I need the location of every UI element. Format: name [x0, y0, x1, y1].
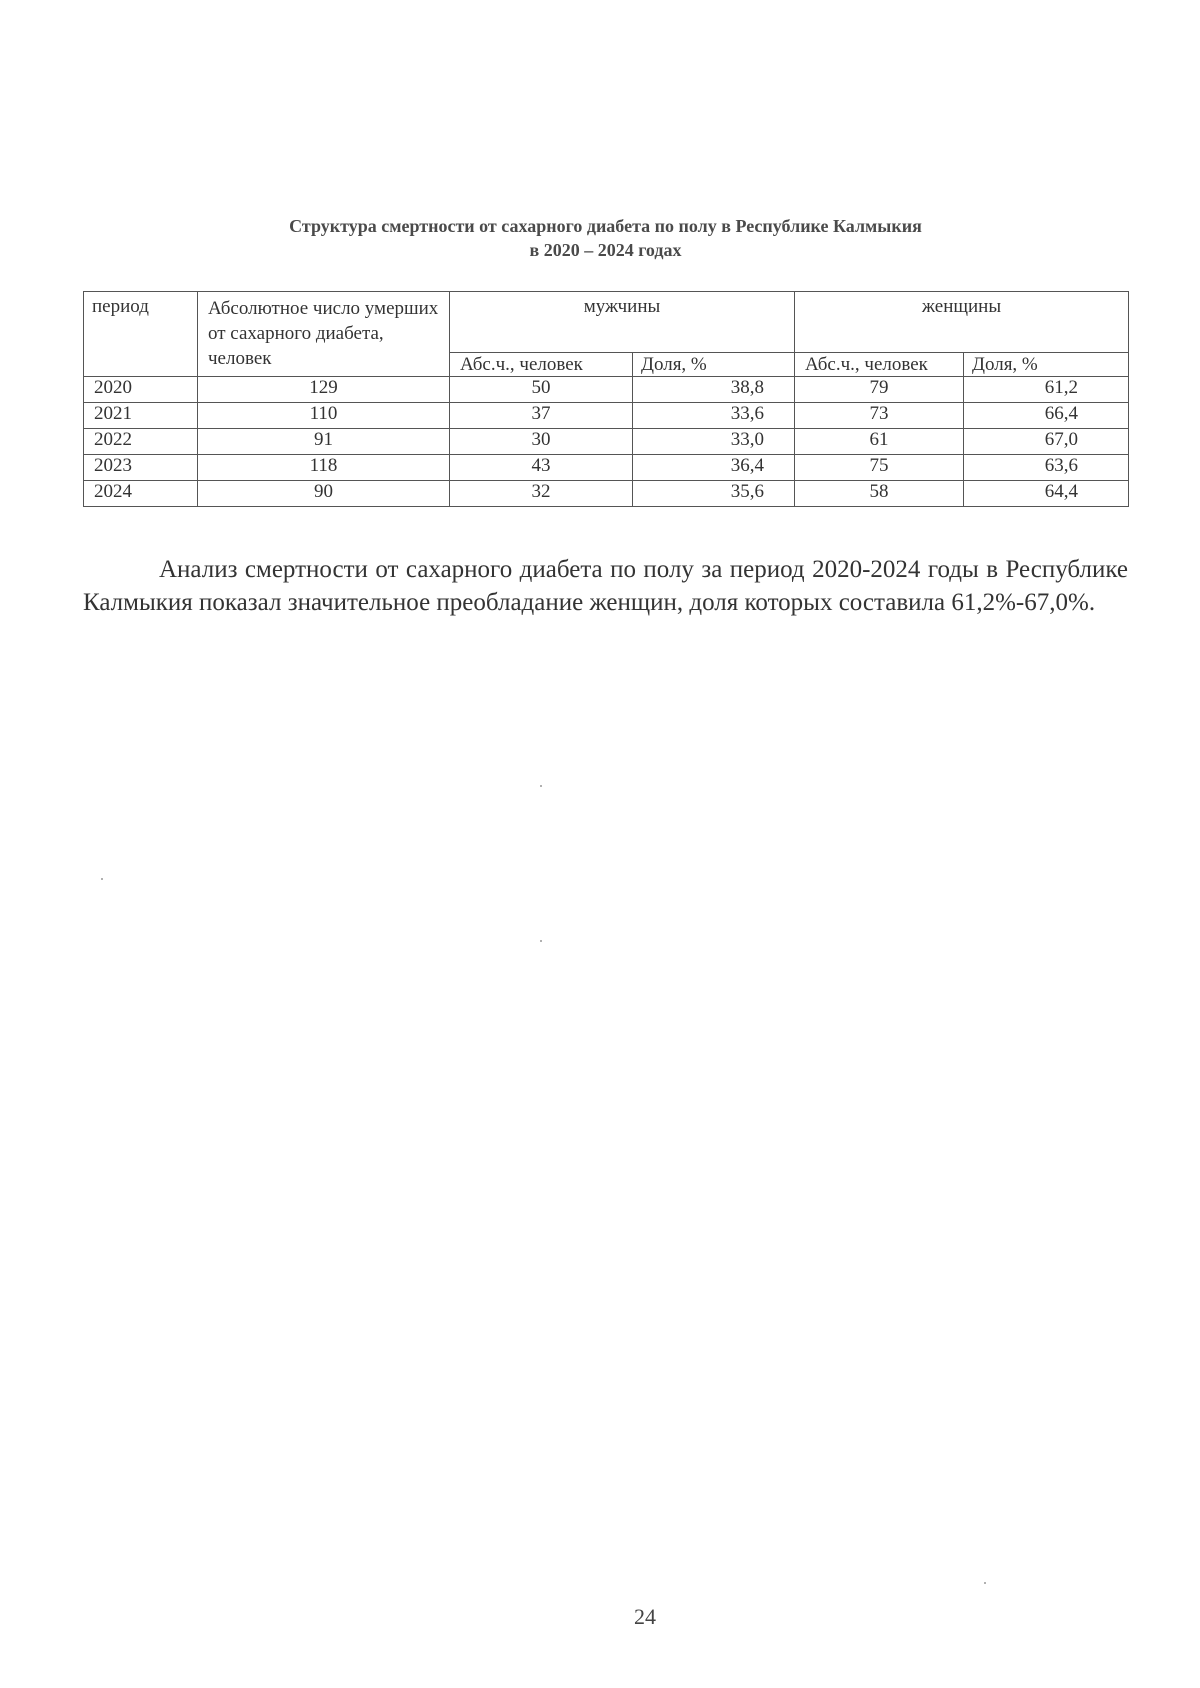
analysis-paragraph: Анализ смертности от сахарного диабета по полу за период 2020-2024 годы в Республике Калмыкия показал значительное преобладание женщин, доля которых составила 61,2%-67,0%.	[83, 556, 1128, 616]
cell-year: 2021	[84, 403, 198, 429]
table-row	[84, 481, 1129, 507]
cell-total: 91	[198, 429, 450, 455]
header-men-share: Доля, %	[633, 353, 795, 377]
cell-women-abs: 61	[795, 429, 964, 455]
page-number: 24	[634, 1604, 656, 1629]
header-men-abs: Абс.ч., человек	[450, 353, 633, 377]
mortality-table	[83, 291, 1129, 507]
header-absolute-number: Абсолютное число умерших от сахарного диабета, человек	[198, 292, 450, 377]
header-period: период	[84, 292, 198, 377]
header-men: мужчины	[450, 292, 795, 353]
cell-men-share: 33,0	[633, 429, 795, 455]
table-row	[84, 455, 1129, 481]
cell-men-abs: 43	[450, 455, 633, 481]
cell-women-abs: 58	[795, 481, 964, 507]
header-women-abs: Абс.ч., человек	[795, 353, 964, 377]
cell-women-share: 64,4	[964, 481, 1129, 507]
table-row	[84, 403, 1129, 429]
cell-men-share: 38,8	[633, 377, 795, 403]
table-row	[84, 377, 1129, 403]
table-title	[83, 214, 1128, 262]
table-title-line-1: Структура смертности от сахарного диабета по полу в Республике Калмыкия	[289, 216, 922, 236]
table-header-row-1	[84, 292, 1129, 353]
cell-men-abs: 50	[450, 377, 633, 403]
cell-women-abs: 73	[795, 403, 964, 429]
cell-total: 90	[198, 481, 450, 507]
cell-total: 110	[198, 403, 450, 429]
cell-year: 2023	[84, 455, 198, 481]
header-women: женщины	[795, 292, 1129, 353]
cell-women-share: 66,4	[964, 403, 1129, 429]
cell-men-abs: 37	[450, 403, 633, 429]
scan-speck	[984, 1582, 986, 1584]
cell-total: 118	[198, 455, 450, 481]
cell-total: 129	[198, 377, 450, 403]
scan-speck	[101, 878, 103, 880]
cell-year: 2020	[84, 377, 198, 403]
cell-women-share: 61,2	[964, 377, 1129, 403]
cell-year: 2024	[84, 481, 198, 507]
scan-speck	[540, 785, 542, 787]
cell-men-share: 33,6	[633, 403, 795, 429]
scan-speck	[540, 940, 542, 942]
cell-women-abs: 79	[795, 377, 964, 403]
header-women-share: Доля, %	[964, 353, 1129, 377]
table-row	[84, 429, 1129, 455]
cell-women-abs: 75	[795, 455, 964, 481]
cell-men-abs: 32	[450, 481, 633, 507]
table-title-line-2: в 2020 – 2024 годах	[529, 240, 682, 260]
cell-year: 2022	[84, 429, 198, 455]
cell-women-share: 67,0	[964, 429, 1129, 455]
cell-men-share: 35,6	[633, 481, 795, 507]
cell-women-share: 63,6	[964, 455, 1129, 481]
cell-men-share: 36,4	[633, 455, 795, 481]
cell-men-abs: 30	[450, 429, 633, 455]
